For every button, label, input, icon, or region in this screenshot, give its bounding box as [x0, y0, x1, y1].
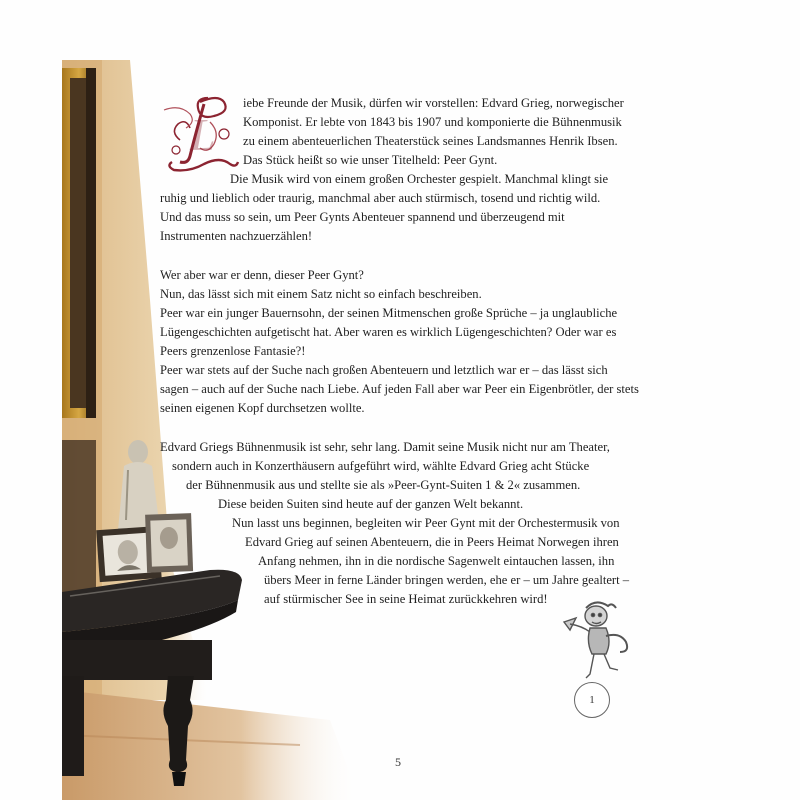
text-line: sondern auch in Konzerthäusern aufgeführt wird, wählte Edvard Grieg acht Stücke	[172, 459, 590, 473]
text-line: iebe Freunde der Musik, dürfen wir vorstellen: Edvard Grieg, norwegischer	[243, 96, 624, 110]
dropcap-letter: L	[190, 109, 216, 160]
text-line: übers Meer in ferne Länder bringen werden, ehe er – um Jahre gealtert –	[264, 573, 630, 587]
text-line: Diese beiden Suiten sind heute auf der ganzen Welt bekannt.	[218, 497, 524, 511]
text-line: Anfang nehmen, ihn in die nordische Sagenwelt eintauchen lassen, ihn	[258, 554, 615, 568]
page-number: 5	[395, 755, 401, 769]
text-line: Und das muss so sein, um Peer Gynts Abenteuer spannend und überzeugend mit	[160, 210, 565, 224]
text-line: Nun, das lässt sich mit einem Satz nicht so einfach beschreiben.	[160, 287, 482, 301]
text-line: Peers grenzenlose Fantasie?!	[160, 344, 306, 358]
text-line: zu einem abenteuerlichen Theaterstück seines Landsmannes Henrik Ibsen.	[243, 134, 618, 148]
text-line: Wer aber war er denn, dieser Peer Gynt?	[160, 268, 364, 282]
text-line: ruhig und lieblich oder traurig, manchmal aber auch stürmisch, tosend und richtig wild.	[160, 191, 601, 205]
text-line: Lügengeschichten aufgetischt hat. Aber waren es wirklich Lügengeschichten? Oder war es	[160, 325, 617, 339]
text-line: auf stürmischer See in seine Heimat zurückkehren wird!	[264, 592, 548, 606]
text-line: Edvard Griegs Bühnenmusik ist sehr, sehr lang. Damit seine Musik nicht nur am Theater,	[160, 440, 610, 454]
track-number-badge	[574, 682, 610, 718]
troll-icon	[556, 598, 638, 686]
track-number: 1	[589, 694, 595, 706]
text-line: Das Stück heißt so wie unser Titelheld: Peer Gynt.	[243, 153, 498, 167]
text-line: Instrumenten nachzuerzählen!	[160, 229, 313, 243]
text-line: der Bühnenmusik aus und stellte sie als »Peer-Gynt-Suiten 1 & 2« zusammen.	[186, 478, 581, 492]
text-line: Edvard Grieg auf seinen Abenteuern, die in Peers Heimat Norwegen ihren	[245, 535, 619, 549]
text-line: Peer war ein junger Bauernsohn, der seinen Mitmenschen große Sprüche – ja unglaubliche	[160, 306, 618, 320]
text-line: Die Musik wird von einem großen Orchester gespielt. Manchmal klingt sie	[230, 172, 609, 186]
text-line: Nun lasst uns beginnen, begleiten wir Peer Gynt mit der Orchestermusik von	[232, 516, 620, 530]
text-line: seinen eigenen Kopf durchsetzen wollte.	[160, 401, 365, 415]
text-line: sagen – auch auf der Suche nach Liebe. Auf jeden Fall aber war Peer ein Eigenbrötler, der stets	[160, 382, 639, 396]
text-line: Peer war stets auf der Suche nach großen Abenteuern und letztlich war er – das lässt sich	[160, 363, 608, 377]
decorative-initial	[160, 92, 242, 174]
text-line: Komponist. Er lebte von 1843 bis 1907 und komponierte die Bühnenmusik	[243, 115, 622, 129]
